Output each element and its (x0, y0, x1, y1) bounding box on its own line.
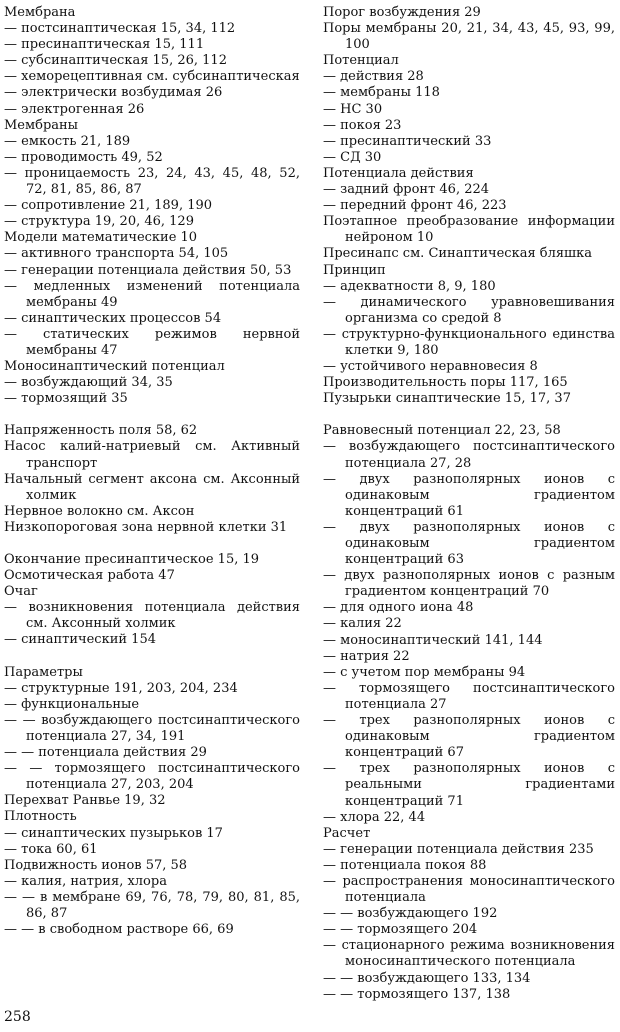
index-subentry: — динамического уравновешивания организма со средой 8 (323, 294, 615, 326)
index-entry: Осмотическая работа 47 (4, 568, 175, 584)
index-subentry: — функциональные (4, 696, 140, 712)
index-subentry: — мембраны 118 (323, 85, 440, 101)
index-entry: Параметры (4, 664, 83, 680)
index-subentry: — калия 22 (323, 616, 402, 632)
index-subentry: — — возбуждающего 133, 134 (323, 970, 531, 986)
index-subentry: — электрогенная 26 (4, 101, 145, 117)
index-subentry: — стационарного режима возникновения моносинаптического потенциала (323, 938, 615, 970)
index-subentry: — — тормозящего постсинаптического потенциала 27, 203, 204 (4, 761, 300, 793)
index-subentry: — — возбуждающего 192 (323, 906, 498, 922)
index-subentry: — постсинаптическая 15, 34, 112 (4, 21, 236, 37)
index-subentry: — проводимость 49, 52 (4, 149, 163, 165)
index-subentry: — возникновения потенциала действия см. Аксонный холмик (4, 600, 300, 632)
index-entry: Напряженность поля 58, 62 (4, 423, 198, 439)
index-gap (4, 649, 300, 665)
index-entry: Перехват Ранвье 19, 32 (4, 793, 166, 809)
index-entry: Подвижность ионов 57, 58 (4, 857, 188, 873)
index-entry: Поры мембраны 20, 21, 34, 43, 45, 93, 99, 100 (323, 21, 615, 53)
index-entry: Модели математические 10 (4, 230, 198, 246)
index-subentry: — проницаемость 23, 24, 43, 45, 48, 52, 72, 81, 85, 86, 87 (4, 165, 300, 198)
index-entry: Пузырьки синаптические 15, 17, 37 (323, 391, 571, 407)
index-subentry: — действия 28 (323, 69, 424, 85)
index-subentry: — пресинаптический 33 (323, 133, 492, 149)
index-subentry: — — тормозящего 204 (323, 922, 478, 938)
index-subentry: — тока 60, 61 (4, 841, 98, 857)
index-entry: Окончание пресинаптическое 15, 19 (4, 552, 260, 567)
index-subentry: — синаптических процессов 54 (4, 310, 222, 326)
index-subentry: — электрически возбудимая 26 (4, 85, 223, 101)
index-subentry: — возбуждающий 34, 35 (4, 375, 173, 391)
index-entry: Поэтапное преобразование информации нейроном 10 (323, 214, 615, 246)
index-subentry: — натрия 22 (323, 648, 410, 664)
index-subentry: — моносинаптический 141, 144 (323, 632, 543, 648)
index-entry: Потенциала действия (323, 165, 474, 181)
index-subentry: — передний фронт 46, 223 (323, 198, 507, 214)
index-subentry: — трех разнополярных ионов с реальными градиентами концентраций 71 (323, 761, 615, 809)
index-entry: Производительность поры 117, 165 (323, 375, 568, 391)
index-entry: Расчет (323, 825, 371, 841)
index-subentry: — тормозящий 35 (4, 391, 128, 407)
index-subentry: — — тормозящего 137, 138 (323, 986, 511, 1002)
index-subentry: — — в мембране 69, 76, 78, 79, 80, 81, 85, 86, 87 (4, 889, 300, 921)
index-entry: Моносинаптический потенциал (4, 359, 225, 375)
index-subentry: — активного транспорта 54, 105 (4, 246, 229, 262)
index-subentry: — с учетом пор мембраны 94 (323, 664, 526, 680)
index-subentry: — синаптический 154 (4, 632, 156, 648)
index-subentry: — синаптических пузырьков 17 (4, 825, 223, 841)
index-subentry: — сопротивление 21, 189, 190 (4, 198, 213, 214)
index-subentry: — двух разнополярных ионов с разным градиентом концентраций 70 (323, 568, 615, 600)
index-subentry: — — в свободном растворе 66, 69 (4, 922, 234, 938)
index-entry: Мембрана (4, 5, 76, 20)
index-entry: Плотность (4, 809, 77, 825)
index-subentry: — структура 19, 20, 46, 129 (4, 214, 194, 230)
index-column-left (4, 5, 300, 938)
index-entry: Потенциал (323, 53, 399, 69)
index-subentry: — генерации потенциала действия 50, 53 (4, 262, 292, 278)
index-subentry: — — возбуждающего постсинаптического потенциала 27, 34, 191 (4, 712, 300, 744)
index-entry: Равновесный потенциал 22, 23, 58 (323, 423, 561, 439)
index-subentry: — хлора 22, 44 (323, 809, 426, 825)
index-subentry: — потенциала покоя 88 (323, 857, 487, 873)
index-subentry: — двух разнополярных ионов с одинаковым градиентом концентраций 61 (323, 471, 615, 519)
index-subentry: — медленных изменений потенциала мембраны 49 (4, 278, 300, 310)
index-gap (4, 407, 300, 423)
index-subentry: — трех разнополярных ионов с одинаковым градиентом концентраций 67 (323, 713, 615, 761)
index-entry: Принцип (323, 262, 386, 278)
index-entry: Нервное волокно см. Аксон (4, 503, 195, 519)
index-entry: Низкопороговая зона нервной клетки 31 (4, 519, 288, 535)
index-subentry: — двух разнополярных ионов с одинаковым градиентом концентраций 63 (323, 519, 615, 568)
index-subentry: — субсинаптическая 15, 26, 112 (4, 53, 227, 69)
index-subentry: — СД 30 (323, 149, 382, 165)
index-subentry: — структурно-функционального единства клетки 9, 180 (323, 326, 615, 358)
index-subentry: — структурные 191, 203, 204, 234 (4, 680, 238, 696)
index-subentry: — хеморецептивная см. субсинаптическая (4, 69, 300, 85)
index-subentry: — для одного иона 48 (323, 600, 474, 616)
index-subentry: — НС 30 (323, 101, 383, 117)
index-subentry: — распространения моносинаптического потенциала (323, 873, 615, 906)
index-subentry: — адекватности 8, 9, 180 (323, 278, 496, 294)
index-subentry: — покоя 23 (323, 117, 402, 133)
index-entry: Начальный сегмент аксона см. Аксонный холмик (4, 471, 300, 503)
index-subentry: — — потенциала действия 29 (4, 745, 207, 761)
page-number: 258 (4, 1009, 31, 1025)
index-entry: Насос калий-натриевый см. Активный транспорт (4, 439, 300, 471)
index-gap (4, 536, 300, 552)
index-subentry: — пресинаптическая 15, 111 (4, 37, 205, 53)
index-subentry: — устойчивого неравновесия 8 (323, 359, 538, 375)
index-subentry: — задний фронт 46, 224 (323, 182, 490, 198)
index-subentry: — емкость 21, 189 (4, 133, 131, 149)
index-entry: Пресинапс см. Синаптическая бляшка (323, 246, 593, 262)
index-gap (323, 407, 615, 423)
index-entry: Мембраны (4, 117, 79, 133)
index-subentry: — калия, натрия, хлора (4, 873, 167, 889)
index-subentry: — тормозящего постсинаптического потенциала 27 (323, 680, 615, 712)
index-entry: Очаг (4, 584, 38, 600)
index-subentry: — генерации потенциала действия 235 (323, 841, 594, 857)
index-entry: Порог возбуждения 29 (323, 5, 481, 20)
index-subentry: — возбуждающего постсинаптического потенциала 27, 28 (323, 439, 615, 471)
index-subentry: — статических режимов нервной мембраны 47 (4, 326, 300, 358)
index-column-right (323, 5, 615, 1003)
